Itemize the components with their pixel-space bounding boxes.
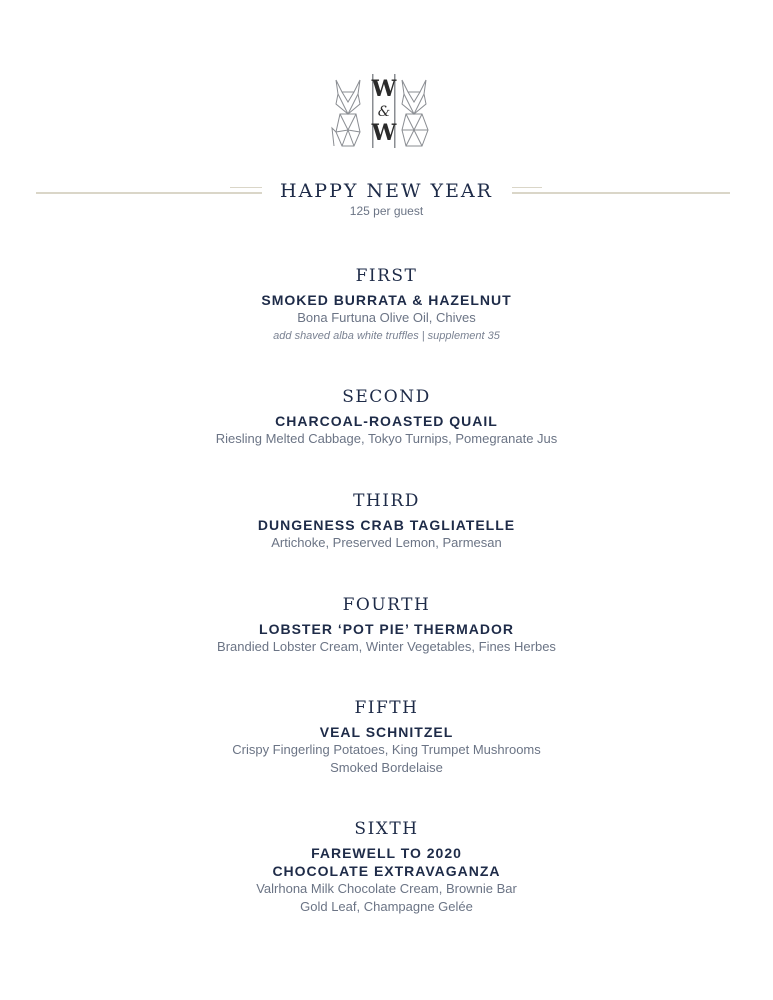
dish-description: Smoked Bordelaise	[330, 760, 443, 775]
menu-title: HAPPY NEW YEAR	[280, 180, 493, 202]
dish-description: Riesling Melted Cabbage, Tokyo Turnips, Pomegranate Jus	[215, 431, 558, 446]
dish-name: CHARCOAL-ROASTED QUAIL	[275, 413, 498, 429]
svg-text:W: W	[371, 76, 397, 102]
course-label: SECOND	[342, 387, 431, 407]
monogram-icon	[371, 74, 397, 148]
course-label: THIRD	[353, 491, 420, 511]
dish-description: Bona Furtuna Olive Oil, Chives	[297, 310, 476, 325]
left-fox-icon	[332, 80, 360, 146]
dish-description: Valrhona Milk Chocolate Cream, Brownie Bar	[256, 881, 517, 896]
svg-text:&: &	[377, 104, 391, 120]
dish-description: Artichoke, Preserved Lemon, Parmesan	[271, 535, 502, 550]
course-label: SIXTH	[354, 819, 419, 839]
course-sixth	[0, 818, 773, 916]
course-third	[0, 490, 773, 552]
course-fifth	[0, 697, 773, 777]
dish-description: Crispy Fingerling Potatoes, King Trumpet Mushrooms	[232, 742, 541, 757]
twin-foxes-monogram-logo	[330, 72, 438, 150]
dish-description: Gold Leaf, Champagne Gelée	[300, 899, 473, 914]
menu-subtitle: 125 per guest	[349, 204, 424, 218]
dish-supplement-note: add shaved alba white truffles | supplement 35	[273, 330, 500, 342]
course-label: FIRST	[355, 266, 418, 286]
course-second	[0, 386, 773, 448]
dish-name: CHOCOLATE EXTRAVAGANZA	[272, 863, 501, 879]
dish-name: VEAL SCHNITZEL	[319, 724, 454, 740]
dish-name: FAREWELL TO 2020	[311, 845, 462, 861]
svg-text:W: W	[371, 120, 397, 146]
right-fox-icon	[402, 80, 428, 146]
course-fourth	[0, 594, 773, 656]
dish-name: LOBSTER ‘POT PIE’ THERMADOR	[259, 621, 514, 637]
course-label: FIFTH	[354, 698, 419, 718]
dish-name: SMOKED BURRATA & HAZELNUT	[261, 292, 512, 308]
dish-description: Brandied Lobster Cream, Winter Vegetables, Fines Herbes	[217, 639, 556, 654]
dish-name: DUNGENESS CRAB TAGLIATELLE	[257, 517, 516, 533]
course-label: FOURTH	[342, 595, 431, 615]
course-first	[0, 265, 773, 345]
